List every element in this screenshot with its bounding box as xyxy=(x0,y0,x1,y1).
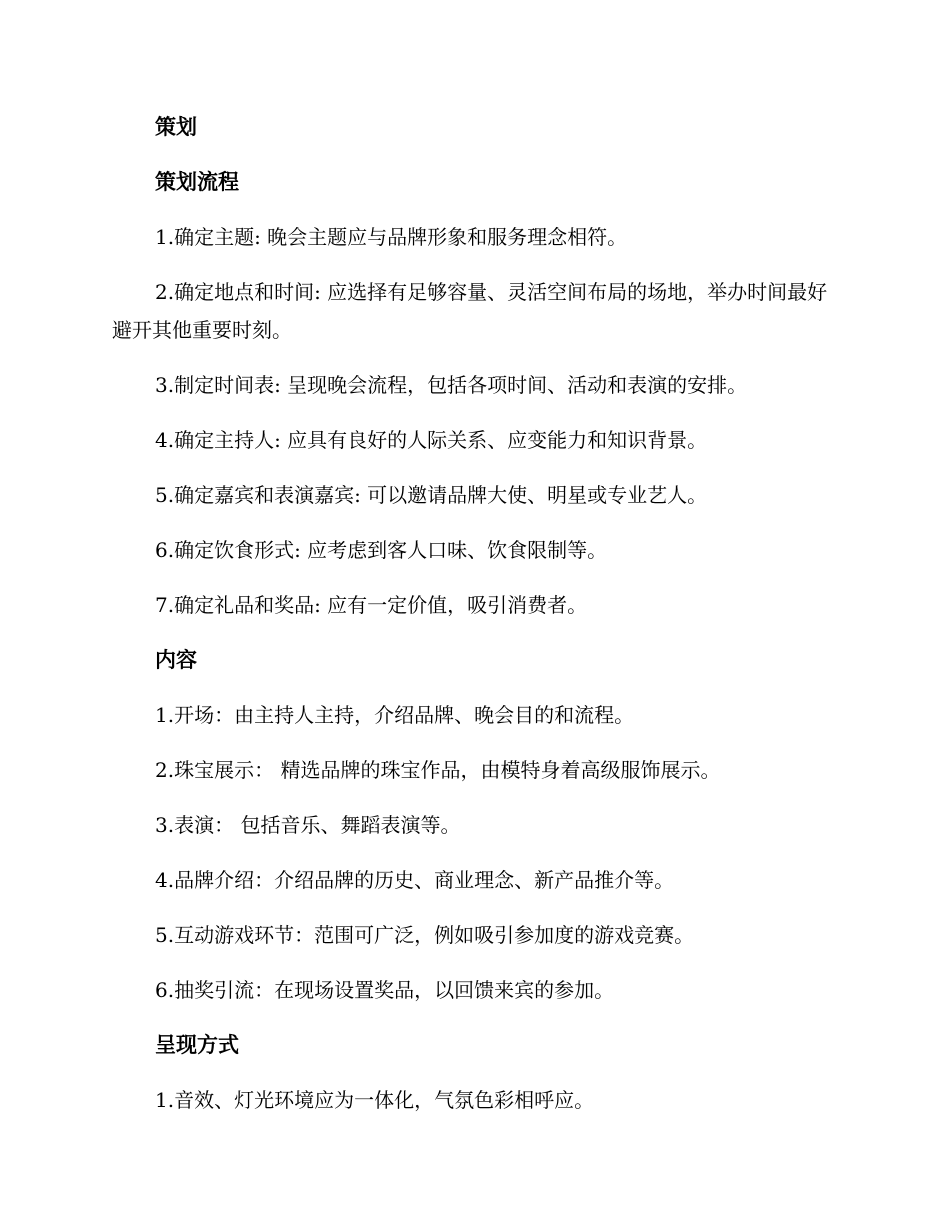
document-title: 策划 xyxy=(155,114,197,139)
planning-item-4: 4.确定主持人: 应具有良好的人际关系、应变能力和知识背景。 xyxy=(155,428,708,452)
section-heading-content: 内容 xyxy=(155,647,197,672)
planning-item-5: 5.确定嘉宾和表演嘉宾: 可以邀请品牌大使、明星或专业艺人。 xyxy=(155,483,708,507)
content-item-6: 6.抽奖引流：在现场设置奖品，以回馈来宾的参加。 xyxy=(155,978,615,1002)
planning-item-1: 1.确定主题: 晚会主题应与品牌形象和服务理念相符。 xyxy=(155,225,628,249)
document-body xyxy=(112,108,838,1136)
content-item-2: 2.珠宝展示： 精选品牌的珠宝作品，由模特身着高级服饰展示。 xyxy=(155,758,721,782)
content-item-4: 4.品牌介绍：介绍品牌的历史、商业理念、新产品推介等。 xyxy=(155,868,675,892)
section-heading-presentation: 呈现方式 xyxy=(155,1032,239,1057)
content-item-3: 3.表演： 包括音乐、舞蹈表演等。 xyxy=(155,813,461,837)
planning-item-2: 2.确定地点和时间: 应选择有足够容量、灵活空间布局的场地，举办时间最好避开其他重要时刻。 xyxy=(112,280,828,342)
content-item-5: 5.互动游戏环节：范围可广泛，例如吸引参加度的游戏竞赛。 xyxy=(155,923,695,947)
planning-item-3: 3.制定时间表: 呈现晚会流程，包括各项时间、活动和表演的安排。 xyxy=(155,373,748,397)
planning-item-6: 6.确定饮食形式: 应考虑到客人口味、饮食限制等。 xyxy=(155,538,608,562)
planning-item-7: 7.确定礼品和奖品: 应有一定价值，吸引消费者。 xyxy=(155,593,588,617)
section-heading-planning-process: 策划流程 xyxy=(155,169,239,194)
presentation-item-1: 1.音效、灯光环境应为一体化，气氛色彩相呼应。 xyxy=(155,1088,595,1112)
content-item-1: 1.开场：由主持人主持，介绍品牌、晚会目的和流程。 xyxy=(155,703,635,727)
